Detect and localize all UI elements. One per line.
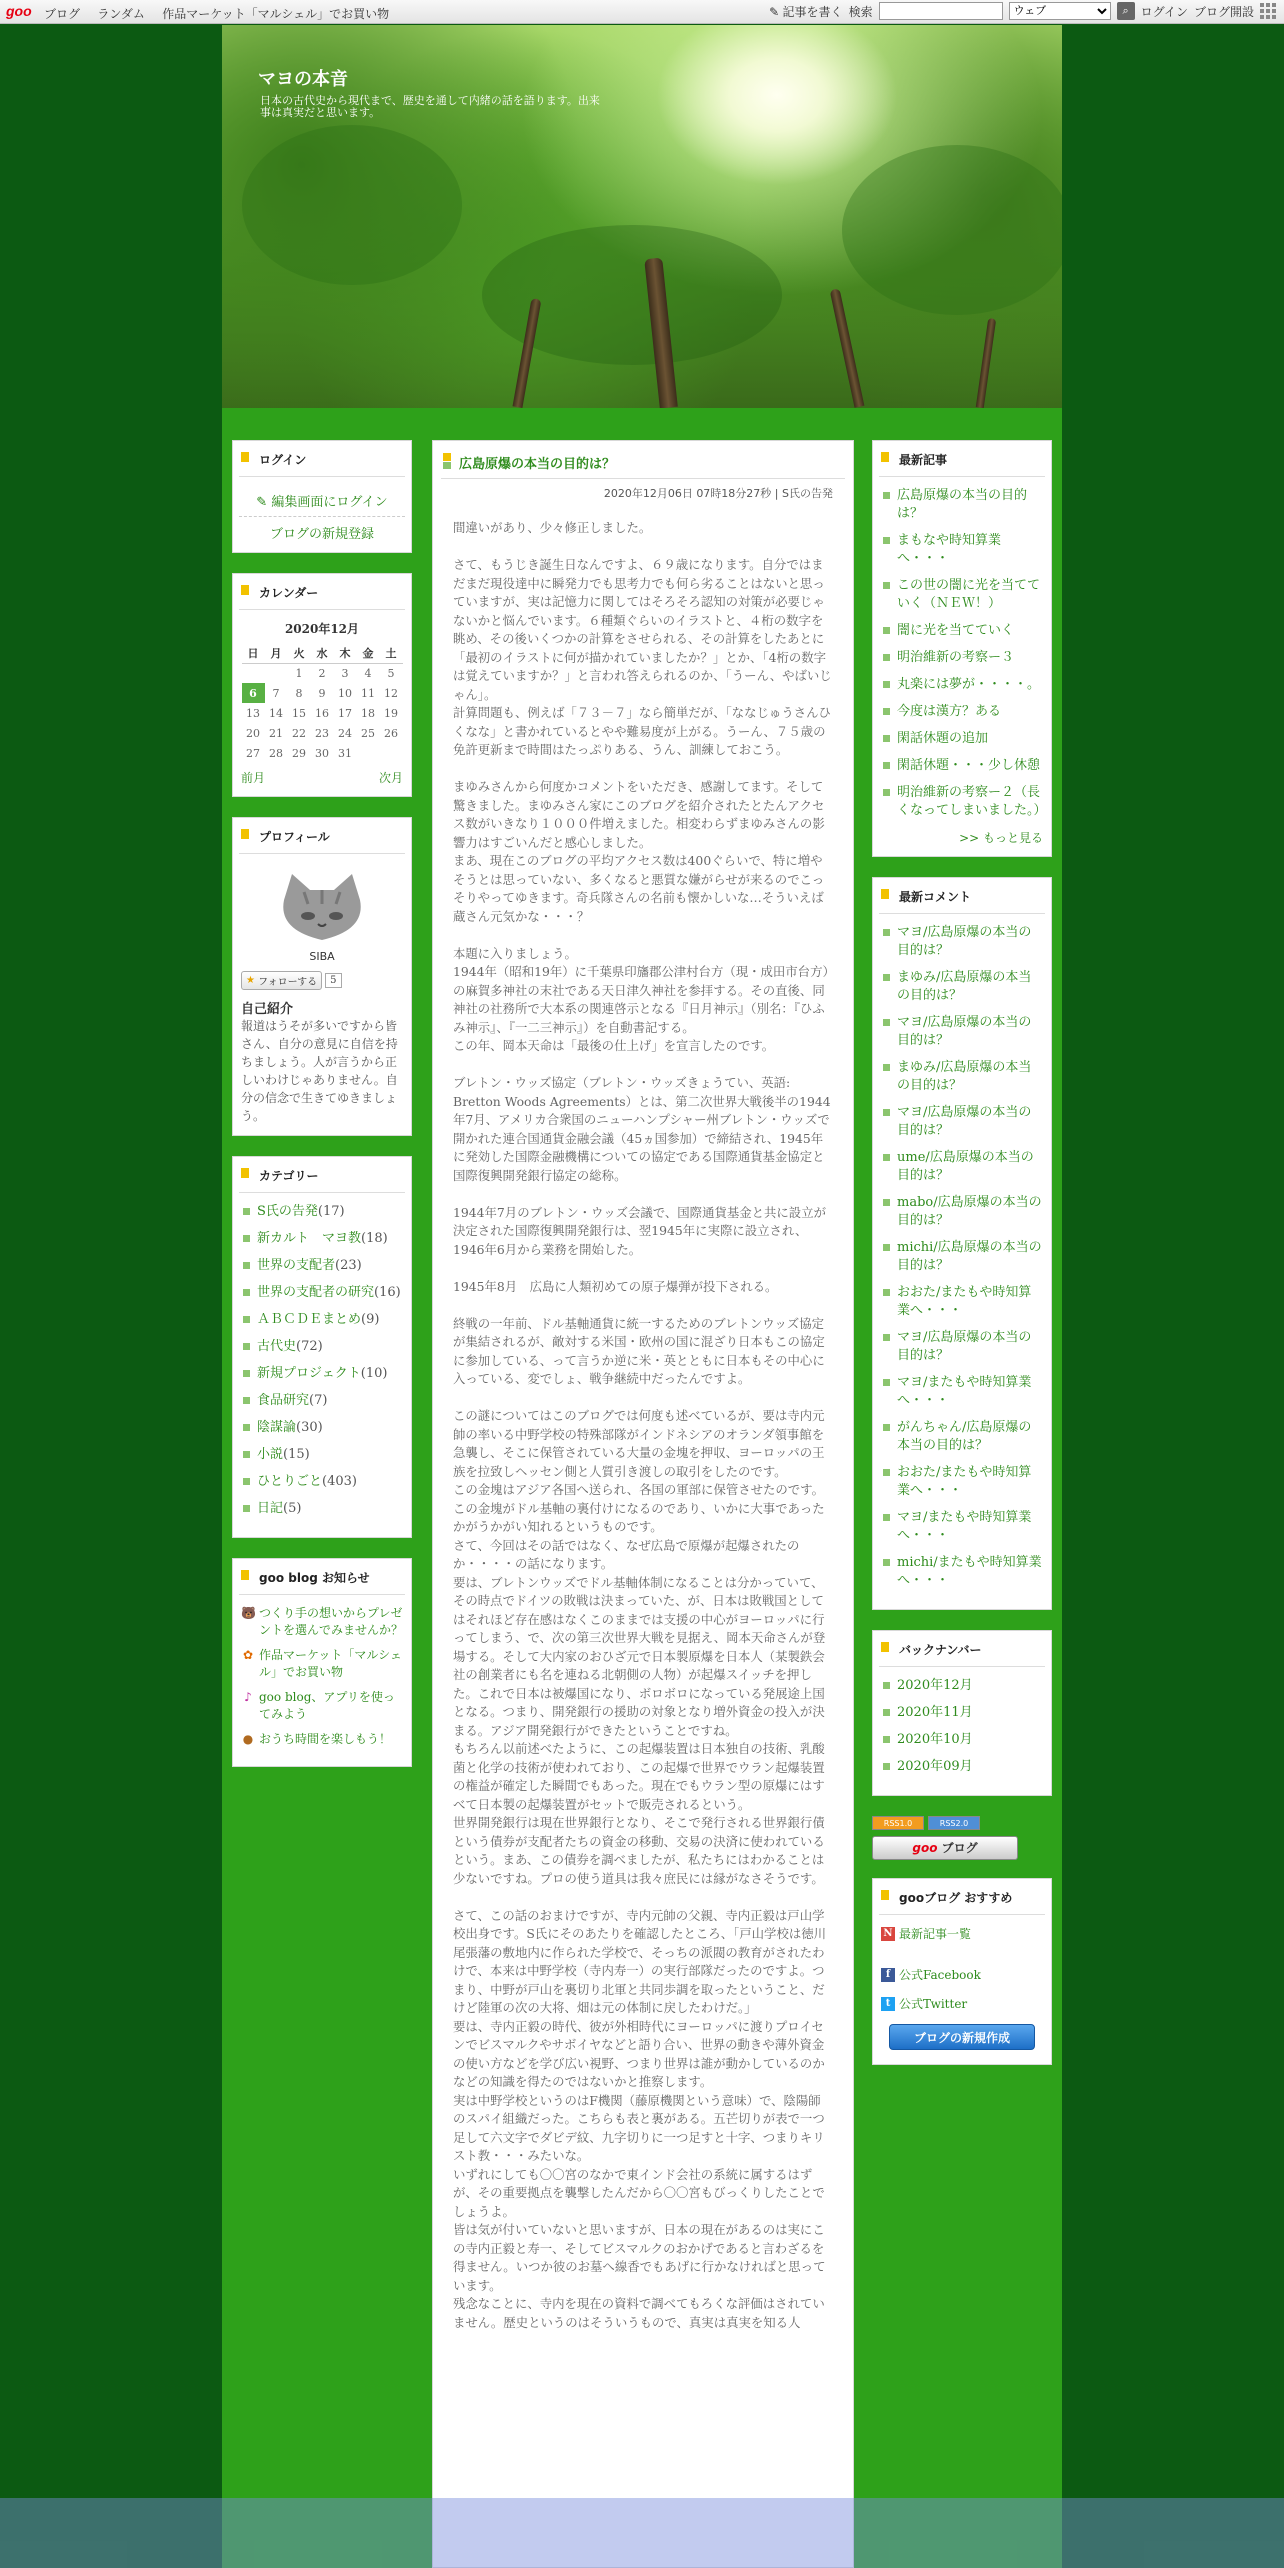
recent-entry-link[interactable]: この世の闇に光を当てていく（ＮＥＷ！） <box>881 577 1043 613</box>
recent-comment-link[interactable]: まゆみ/広島原爆の本当の目的は？ <box>881 969 1043 1005</box>
category-count: (18) <box>361 1231 388 1246</box>
notice-item-text: つくり手の想いからプレゼントを選んでみませんか？ <box>259 1606 404 1637</box>
login-heading: ログイン <box>239 441 405 477</box>
category-count: (30) <box>296 1420 323 1435</box>
calendar-day: 10 <box>338 686 352 700</box>
search-label: 検索 <box>848 4 873 19</box>
calendar-week <box>242 663 403 683</box>
calendar-weekday: 火 <box>288 643 311 663</box>
calendar-box <box>232 573 412 797</box>
feed-badges <box>872 1816 1052 1860</box>
recent-comment-link[interactable]: おおた/またもや時知算業へ・・・ <box>881 1284 1043 1320</box>
category-box <box>232 1156 412 1538</box>
calendar-week <box>242 743 403 763</box>
recent-entries-list <box>881 487 1047 820</box>
top-links <box>44 5 403 22</box>
calendar-weekday: 月 <box>265 643 288 663</box>
backnumber-box <box>872 1630 1052 1796</box>
calendar-heading: カレンダー <box>239 574 405 610</box>
category-count: (72) <box>296 1339 323 1354</box>
edit-login-link[interactable] <box>239 485 405 517</box>
category-name: 新規プロジェクト <box>257 1366 361 1381</box>
write-article-label: 記事を書く <box>782 4 843 19</box>
top-bar-right <box>769 2 1276 20</box>
follow-count: 5 <box>325 973 341 988</box>
notice-item-text: 作品マーケット「マルシェル」でお買い物 <box>259 1648 402 1679</box>
calendar-day: 17 <box>338 706 352 720</box>
goo-mark: goo <box>912 1841 938 1855</box>
calendar-day[interactable]: 6 <box>242 683 265 703</box>
category-item[interactable] <box>241 1446 403 1464</box>
recent-entry-link[interactable]: まもなや時知算業へ・・・ <box>881 532 1043 568</box>
calendar-week <box>242 703 403 723</box>
music-icon: ♪ <box>244 1690 252 1704</box>
top-link-blog[interactable]: ブログ <box>44 7 81 21</box>
calendar-day: 23 <box>315 726 329 740</box>
bottom-overlay <box>0 2498 1284 2568</box>
profile-name: SIBA <box>309 950 335 963</box>
category-name: 新カルト マヨ教 <box>257 1231 362 1246</box>
intro-text: 報道はうそが多いですから皆さん、自分の意見に自信を持ちましょう。人が言うから正しいわけじゃありません。自分の信念で生きてゆきましょう。 <box>241 1019 398 1123</box>
article-meta: 2020年12月06日 07時18分27秒 | S氏の告発 <box>603 487 833 500</box>
new-blog-create-button[interactable]: ブログの新規作成 <box>889 2024 1035 2050</box>
open-blog-link[interactable]: ブログ開設 <box>1193 4 1254 19</box>
goo-logo[interactable]: goo <box>6 3 32 19</box>
calendar-day: 29 <box>292 746 306 760</box>
calendar-day <box>380 743 403 763</box>
recommend-item[interactable] <box>881 1995 1043 2012</box>
article-paragraph: さて、もうじき誕生日なんですよ、６９歳になります。自分ではまだまだ現役達中に瞬発力でも思考力でも何ら劣ることはないと思っていますが、実は記憶力に関してはそろそろ認知の対策が必要じゃないかと悩んでいます。６種類ぐらいのイラストと、４桁の数字を眺め、その後いくつかの計算をさせられる、その計算をしたあとに「最初のイラストに何が描かれていましたか？」とか、「4桁の数字は覚えていますか？」と言われ答えられるのか、「うーん、やばいじゃん」。 計算問題も、例えば「７３－７」なら簡単だが、「ななじゅうさんひくなな」と書かれているとやや難易度が上がる。うーん、７５歳の免許更新まで時間はたっぷりある、うん、訓練しておこう。 <box>453 557 832 757</box>
calendar-day: 4 <box>364 666 372 680</box>
recent-comment-link[interactable]: マヨ/広島原爆の本当の目的は？ <box>881 924 1043 960</box>
calendar-day: 14 <box>269 706 283 720</box>
calendar-weekday: 土 <box>380 643 403 663</box>
edit-login-label: 編集画面にログイン <box>271 495 388 510</box>
calendar-day: 26 <box>384 726 398 740</box>
backnumber-link[interactable]: 2020年09月 <box>881 1758 1043 1776</box>
category-name: 古代史 <box>257 1339 297 1354</box>
article-paragraph: さて、この話のおまけですが、寺内元帥の父親、寺内正毅は戸山学校出身です。S氏にそのあたりを確認したところ、「戸山学校は徳川尾張藩の敷地内に作られた学校で、そっちの派閥の教育がされたわけで、本来は中野学校（寺内寿一）の実行部隊だったのですよ。つまり、中野が戸山を裏切り北軍と共同歩調を取ったということ、だけど陸軍の次の大将、畑は元の体制に戻したわけだ。」 要は、寺内正毅の時代、彼が外相時代にヨーロッパに渡りプロイセンでビスマルクやサボイヤなどと語り合い、世界の動きや薄外資金の使い方などを学び広い視野、つまり世界は誰が動かしているのかなどの知識を得たのではないかと推察します。 実は中野学校というのはF機関（藤原機関という意味）で、陰陽師のスパイ組織だった。こちらも表と裏がある。五芒切りが表で一つ足して六文字でダビデ紋、九字切りに一つ足すと十字、つまりキリスト教・・・みたいな。 いずれにしても〇〇宮のなかで東インド会社の系統に属するはずが、その重要拠点を襲撃したんだから〇〇宮もびっくりしたことでしょうよ。 皆は気が付いていないと思いますが、日本の現在があるのは実にこの寺内正毅と寿一、そしてビスマルクのおかげであると言わざるを得ません。いつか彼のお墓へ線香でもあげに行かなければと思っています。 残念なことに、寺内を現在の資料で調べてもろくな評価はされていません。歴史というのはそういうもので、真実は真実を知る人 <box>453 1907 827 2330</box>
calendar-day <box>242 663 265 683</box>
calendar-next-link[interactable]: 次月 <box>378 771 403 785</box>
calendar-day: 31 <box>338 746 352 760</box>
recent-comment-link[interactable]: mabo/広島原爆の本当の目的は？ <box>881 1194 1043 1230</box>
more-entries-link[interactable]: >> もっと見る <box>959 831 1043 845</box>
calendar-day: 5 <box>387 666 395 680</box>
calendar-day: 12 <box>384 686 398 700</box>
calendar-weekday: 木 <box>334 643 357 663</box>
calendar-week <box>242 683 403 703</box>
notice-box <box>232 1558 412 1767</box>
category-item[interactable] <box>241 1500 403 1518</box>
recent-comment-link[interactable]: マヨ/またもや時知算業へ・・・ <box>881 1374 1043 1410</box>
category-name: ＡＢＣＤＥまとめ <box>257 1312 362 1327</box>
profile-heading: プロフィール <box>239 818 405 854</box>
category-name: 食品研究 <box>257 1393 310 1408</box>
calendar-day: 22 <box>292 726 306 740</box>
blog-header <box>222 25 1062 408</box>
recommend-heading: gooブログ おすすめ <box>879 1879 1045 1915</box>
backnumber-link[interactable]: 2020年12月 <box>881 1677 1043 1695</box>
recommend-list <box>881 1925 1043 2012</box>
recommend-item[interactable] <box>881 1966 1043 1983</box>
recent-entries-box <box>872 440 1052 857</box>
calendar-day: 2 <box>318 666 326 680</box>
backnumber-link[interactable]: 2020年10月 <box>881 1731 1043 1749</box>
notice-list <box>241 1605 403 1748</box>
notice-item[interactable] <box>241 1605 403 1639</box>
article-paragraph: ブレトン・ウッズ協定（ブレトン・ウッズきょうてい、英語: Bretton Woods Agreements）とは、第二次世界大戦後半の1944年7月、アメリカ合衆国のニューハンプシャー州ブレトン・ウッズで開かれた連合国通貨金融会議（45ヵ国参加）で締結され、1945年に発効した国際金融機構についての協定である国際通貨基金協定と国際復興開発銀行協定の総称。 <box>453 1075 831 1183</box>
search-input[interactable] <box>879 2 1003 20</box>
category-name: 世界の支配者 <box>257 1258 336 1273</box>
calendar-day: 7 <box>272 686 280 700</box>
login-link[interactable]: ログイン <box>1140 4 1188 19</box>
bear-icon: 🐻 <box>241 1606 256 1620</box>
profile-avatar[interactable] <box>274 870 370 950</box>
header-foliage <box>842 145 1062 315</box>
category-count: (7) <box>309 1393 328 1408</box>
category-list <box>241 1203 403 1518</box>
write-article-link[interactable]: ✎ 記事を書く <box>769 4 843 19</box>
recent-comment-link[interactable]: マヨ/またもや時知算業へ・・・ <box>881 1509 1043 1545</box>
article-entry <box>432 440 854 2568</box>
blog-title[interactable]: マヨの本音 <box>258 69 348 90</box>
star-icon: ★ <box>246 975 255 986</box>
backnumber-list <box>881 1677 1043 1776</box>
calendar-day: 24 <box>338 726 352 740</box>
category-count: (15) <box>283 1447 310 1462</box>
category-name: 陰謀論 <box>257 1420 297 1435</box>
recent-entry-link[interactable]: 閑話休題・・・少し休憩 <box>881 757 1043 775</box>
calendar-day: 9 <box>318 686 326 700</box>
category-item[interactable] <box>241 1419 403 1437</box>
backnumber-heading: バックナンバー <box>879 1631 1045 1667</box>
calendar-month: 2020年12月 <box>284 622 360 636</box>
calendar-day: 13 <box>246 706 260 720</box>
article-title[interactable]: 広島原爆の本当の目的は？ <box>441 453 845 479</box>
recommend-item[interactable] <box>881 1925 1043 1942</box>
article-paragraph: 1944年7月のブレトン・ウッズ会議で、国際通貨基金と共に設立が決定された国際復興開発銀行は、翌1945年に実際に設立され、1946年6月から業務を開始した。 <box>453 1204 826 1257</box>
recent-entry-link[interactable]: 閑話休題の追加 <box>881 730 1043 748</box>
recommend-item-label: 最新記事一覧 <box>899 1927 972 1941</box>
calendar-day: 27 <box>246 746 260 760</box>
recent-entry-link[interactable]: 闇に光を当てていく <box>881 622 1043 640</box>
header-foliage <box>242 125 462 285</box>
pencil-icon: ✎ <box>256 495 272 510</box>
notice-item[interactable] <box>241 1689 403 1723</box>
calendar-day: 28 <box>269 746 283 760</box>
new-blog-register-link[interactable]: ブログの新規登録 <box>269 527 374 542</box>
recent-comment-link[interactable]: マヨ/広島原爆の本当の目的は？ <box>881 1104 1043 1140</box>
backnumber-link[interactable]: 2020年11月 <box>881 1704 1043 1722</box>
category-name: ひとりごと <box>257 1474 323 1489</box>
recent-entry-link[interactable]: 丸楽には夢が・・・・。 <box>881 676 1043 694</box>
goo-blog-label: ブログ <box>941 1841 978 1855</box>
calendar-prev-link[interactable]: 前月 <box>241 771 266 785</box>
category-item[interactable] <box>241 1365 403 1383</box>
category-item[interactable] <box>241 1257 403 1275</box>
calendar-day: 30 <box>315 746 329 760</box>
calendar-day: 1 <box>295 666 303 680</box>
article-paragraph: まゆみさんから何度かコメントをいただき、感謝してます。そして驚きました。まゆみさん家にこのブログを紹介されたとたんアクセス数がいきなり１０００件増えました。相変わらずまゆみさんの影響力はすごいんだと感心しました。 まあ、現在このブログの平均アクセス数は400ぐらいで、特に増やそうとは思っていない、多くなると悪質な嫌がらせが来るのでこっそりやってゆきます。奇兵隊さんの名前も懐かしいな…そういえば蔵さん元気かな・・・？ <box>453 779 825 924</box>
calendar-day: 18 <box>361 706 375 720</box>
category-count: (5) <box>283 1501 302 1516</box>
calendar-day: 21 <box>269 726 283 740</box>
calendar-day: 3 <box>341 666 349 680</box>
calendar-day <box>265 663 288 683</box>
notice-item[interactable] <box>241 1647 403 1681</box>
recent-comments-box <box>872 877 1052 1610</box>
category-item[interactable] <box>241 1203 403 1221</box>
right-sidebar <box>872 440 1052 2085</box>
calendar-day: 11 <box>361 686 375 700</box>
calendar-weekday: 日 <box>242 643 265 663</box>
article-paragraph: 間違いがあり、少々修正しました。 <box>453 520 652 535</box>
category-count: (23) <box>335 1258 362 1273</box>
profile-box <box>232 817 412 1136</box>
calendar-day: 15 <box>292 706 306 720</box>
category-count: (9) <box>361 1312 380 1327</box>
intro-heading: 自己紹介 <box>241 1002 294 1017</box>
recent-comment-link[interactable]: マヨ/広島原爆の本当の目的は？ <box>881 1329 1043 1365</box>
category-heading: カテゴリー <box>239 1157 405 1193</box>
search-button[interactable] <box>1117 2 1135 20</box>
article-paragraph: 1945年8月 広島に人類初めての原子爆弾が投下される。 <box>453 1278 778 1294</box>
calendar-day <box>357 743 380 763</box>
login-box <box>232 440 412 553</box>
recent-comments-heading: 最新コメント <box>879 878 1045 914</box>
goo-blog-badge[interactable] <box>872 1836 1018 1860</box>
notice-item-text: goo blog、アプリを使ってみよう <box>259 1690 395 1721</box>
calendar-day: 20 <box>246 726 260 740</box>
calendar-day: 8 <box>295 686 303 700</box>
recent-comment-link[interactable]: おおた/またもや時知算業へ・・・ <box>881 1464 1043 1500</box>
notice-item-text: おうち時間を楽しもう！ <box>259 1732 392 1746</box>
search-scope-select[interactable] <box>1009 2 1111 20</box>
recommend-item-label: 公式Twitter <box>899 1997 968 2011</box>
category-count: (17) <box>317 1204 345 1219</box>
recent-comment-link[interactable]: ume/広島原爆の本当の目的は？ <box>881 1149 1043 1185</box>
category-item[interactable] <box>241 1338 403 1356</box>
goo-top-bar <box>0 0 1284 24</box>
follow-button[interactable] <box>241 971 322 990</box>
calendar-day: 25 <box>361 726 375 740</box>
news-icon: N <box>881 1927 895 1941</box>
recent-entry-link[interactable]: 広島原爆の本当の目的は？ <box>881 487 1043 523</box>
category-item[interactable] <box>241 1392 403 1410</box>
rss2-badge[interactable]: RSS2.0 <box>928 1816 980 1830</box>
facebook-icon: f <box>881 1968 895 1982</box>
services-grid-icon[interactable] <box>1260 3 1276 19</box>
recommend-item-label: 公式Facebook <box>899 1968 981 1982</box>
calendar-weekday: 金 <box>357 643 380 663</box>
category-item[interactable] <box>241 1230 403 1248</box>
category-item[interactable] <box>241 1473 403 1491</box>
category-name: 日記 <box>257 1501 284 1516</box>
recent-comment-link[interactable]: michi/またもや時知算業へ・・・ <box>881 1554 1043 1590</box>
recent-entry-link[interactable]: 明治維新の考察ー３ <box>881 649 1043 667</box>
calendar-day: 16 <box>315 706 329 720</box>
category-name: S氏の告発 <box>257 1204 318 1219</box>
recent-entry-link[interactable]: 明治維新の考察ー２（長くなってしまいました。） <box>881 784 1043 820</box>
article-paragraph: 終戦の一年前、ドル基軸通貨に統一するためのブレトンウッズ協定が集結されるが、敵対する米国・欧州の国に混ざり日本もこの協定に参加している、って言うか逆に米・英とともに日本もその中心に入っている、変でしょ、戦争継続中だったんですよ。 <box>453 1315 825 1386</box>
category-name: 小説 <box>257 1447 284 1462</box>
blog-description: 日本の古代史から現代まで、歴史を通して内緒の話を語ります。出来事は真実だと思います。 <box>260 94 600 119</box>
article-body <box>433 501 853 2332</box>
category-count: (403) <box>322 1474 357 1489</box>
recent-entries-heading: 最新記事 <box>879 441 1045 477</box>
recent-comment-link[interactable]: マヨ/広島原爆の本当の目的は？ <box>881 1014 1043 1050</box>
header-trunk <box>976 318 996 408</box>
calendar-weekday: 水 <box>311 643 334 663</box>
top-link-marche[interactable]: 作品マーケット「マルシェル」でお買い物 <box>162 7 390 21</box>
recommend-box <box>872 1878 1052 2065</box>
recent-comments-list <box>881 924 1043 1590</box>
recent-comment-link[interactable]: michi/広島原爆の本当の目的は？ <box>881 1239 1043 1275</box>
recent-comment-link[interactable]: まゆみ/広島原爆の本当の目的は？ <box>881 1059 1043 1095</box>
notice-heading: goo blog お知らせ <box>239 1559 405 1595</box>
category-item[interactable] <box>241 1284 403 1302</box>
category-name: 世界の支配者の研究 <box>257 1285 375 1300</box>
follow-label: フォローする <box>258 977 318 988</box>
article-paragraph: この謎についてはこのブログでは何度も述べているが、要は寺内元帥の率いる中野学校の特殊部隊がインドネシアのオランダ領事館を急襲し、そこに保管されている大量の金塊を押収、ヨーロッパの王族を拉致しヘッセン側と人質引き渡しの取引をしたのです。 この金塊はアジア各国へ送られ、各国の軍部に保管させたのです。この金塊がドル基軸の裏付けになるのであり、いかに大事であったかがうかがい知れるというものです。 さて、今回はその話ではなく、なぜ広島で原爆が起爆されたのか・・・・の話になります。 要は、ブレトンウッズでドル基軸体制になることは分かっていて、その時点でドイツの敗戦は決まっていた、が、日本は敗戦国としてはそれほど存在感はなくこのままでは支援の中心がヨーロッパに行ってしまう、で、次の第三次世界大戦を見据え、岡本天命さんが登場する。そして大内家のおひざ元で日本製原爆を日本人（某製鉄会社の創業者にも名を連ねる北朝側の人物）が起爆スイッチを押した。これで日本は被爆国になり、ボロボロになっている発展途上国となる。つまり、開発銀行の援助の対象となり増外資金の投入が決まる。アジア開発銀行ができたということですね。 もちろん以前述べたように、この起爆装置は日本独自の技術、乳酸菌と化学の技術が使われており、この起爆で世界でウラン起爆装置の権益が確定した瞬間でもあった。現在でもウラン型の原爆にはすべて日本製の起爆装置がセットで販売されるという。 世界開発銀行は現在世界銀行となり、そこで発行される世界銀行債という債券が支配者たちの資金の移動、交易の決済に使われているという。まあ、この債券を調べましたが、私たちにはわかることは少ないですね。プロの使う道具は我々庶民には縁がなさそうです。 <box>453 1408 826 1886</box>
cat-avatar-icon <box>274 870 370 950</box>
recent-comment-link[interactable]: がんちゃん/広島原爆の本当の目的は？ <box>881 1419 1043 1455</box>
search-icon: ⌕ <box>1122 5 1129 17</box>
calendar-table <box>242 643 403 763</box>
left-sidebar <box>232 440 412 1787</box>
notice-item[interactable] <box>241 1731 403 1748</box>
twitter-icon: t <box>881 1997 895 2011</box>
recent-entry-link[interactable]: 今度は漢方？ある <box>881 703 1043 721</box>
rss1-badge[interactable]: RSS1.0 <box>872 1816 924 1830</box>
article-paragraph: 本題に入りましょう。 1944年（昭和19年）に千葉県印旛郡公津村台方（現・成田市台方）の麻賀多神社の末社である天日津久神社を参拝する。その直後、同神社の社務所で大本系の関連啓示となる『日月神示』（別名：『ひふみ神示』、『一二三神示』）を自動書記する。 この年、岡本天命は「最後の仕上げ」を宣言したのです。 <box>453 945 829 1053</box>
top-link-random[interactable]: ランダム <box>97 7 145 21</box>
gift-icon: ✿ <box>242 1648 254 1662</box>
category-count: (16) <box>374 1285 401 1300</box>
header-trunk <box>830 288 865 407</box>
blog-frame <box>222 25 1062 2568</box>
calendar-day: 19 <box>384 706 398 720</box>
category-count: (10) <box>360 1366 388 1381</box>
calendar-week <box>242 723 403 743</box>
category-item[interactable] <box>241 1311 403 1329</box>
dog-icon: ● <box>242 1732 254 1746</box>
